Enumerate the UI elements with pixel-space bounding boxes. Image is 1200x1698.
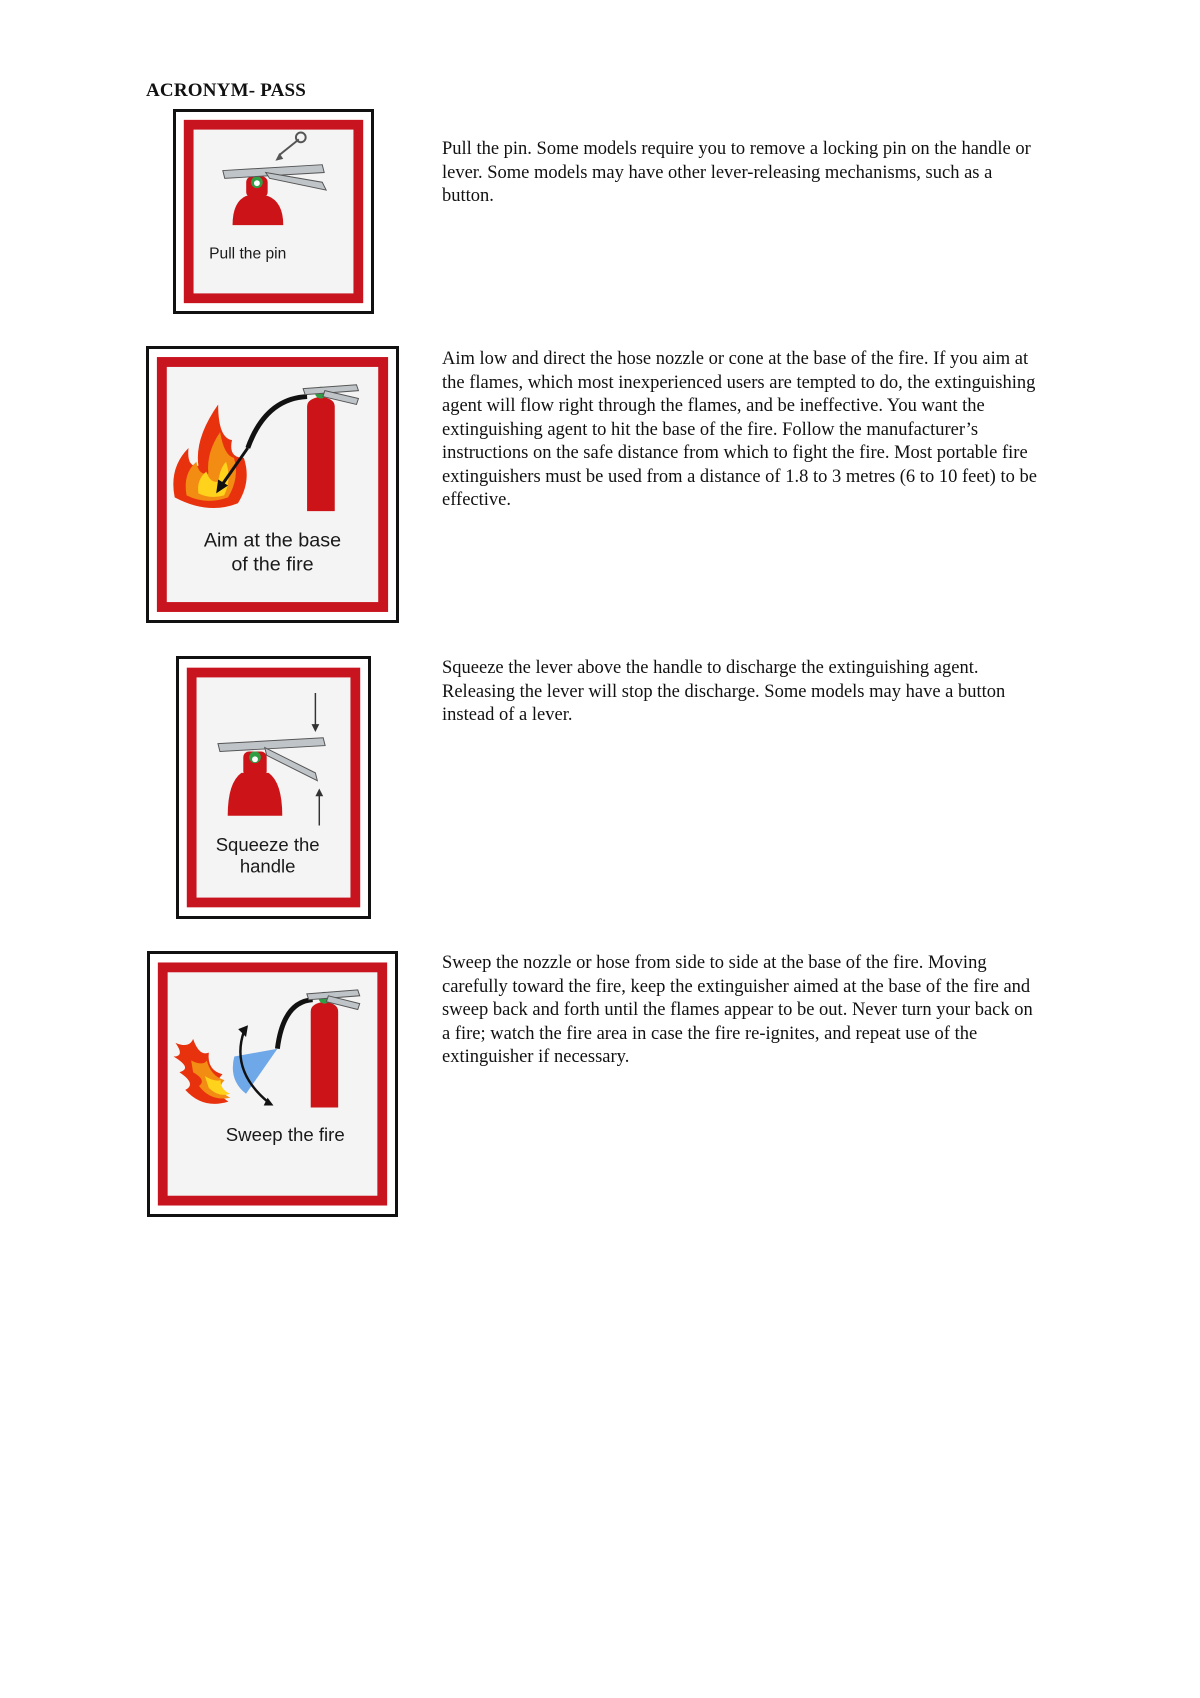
sign-caption-line-2: handle bbox=[239, 855, 296, 877]
sign-caption: Sweep the fire bbox=[225, 1123, 345, 1145]
sign-caption-line-1: Squeeze the bbox=[215, 833, 320, 855]
step-description: Squeeze the lever above the handle to discharge the extinguishing agent. Releasing the lever will stop the discharge. Some models may have a button instead of a lever. bbox=[442, 658, 1006, 725]
squeeze-illustration bbox=[179, 659, 368, 916]
sign-caption-line-2: of the fire bbox=[231, 553, 314, 576]
step-description: Aim low and direct the hose nozzle or cone at the base of the fire. If you aim at the flames, which most inexperienced users are tempted to do, the extinguishing agent will flow right through the flames, and be ineffective. You want the extinguishing agent to hit the base of the fire. Follow the manufacturer’s instructions on the safe distance from which to fight the fire. Most portable fire extinguishers must be used from a distance of 1.8 to 3 metres (6 to 10 feet) to be effective. bbox=[442, 349, 1037, 510]
step-description: Pull the pin. Some models require you to remove a locking pin on the handle or lever. Some models may have other lever-releasing mechanisms, such as a button. bbox=[442, 139, 1031, 206]
sweep-the-fire-sign bbox=[147, 951, 398, 1217]
step-description: Sweep the nozzle or hose from side to side at the base of the fire. Moving carefully toward the fire, keep the extinguisher aimed at the base of the fire and sweep back and forth until the flames appear to be out. Never turn your back on a fire; watch the fire area in case the fire re-ignites, and repeat use of the extinguisher if necessary. bbox=[442, 953, 1033, 1067]
document-heading: ACRONYM- PASS bbox=[146, 80, 307, 101]
pull-pin-illustration bbox=[176, 112, 371, 311]
squeeze-handle-sign bbox=[176, 656, 371, 919]
sign-caption: Pull the pin bbox=[209, 245, 287, 263]
sweep-illustration bbox=[150, 954, 395, 1214]
aim-illustration bbox=[149, 349, 396, 620]
aim-at-base-sign bbox=[146, 346, 399, 623]
sign-caption-line-1: Aim at the base bbox=[203, 529, 342, 552]
pull-the-pin-sign bbox=[173, 109, 374, 314]
